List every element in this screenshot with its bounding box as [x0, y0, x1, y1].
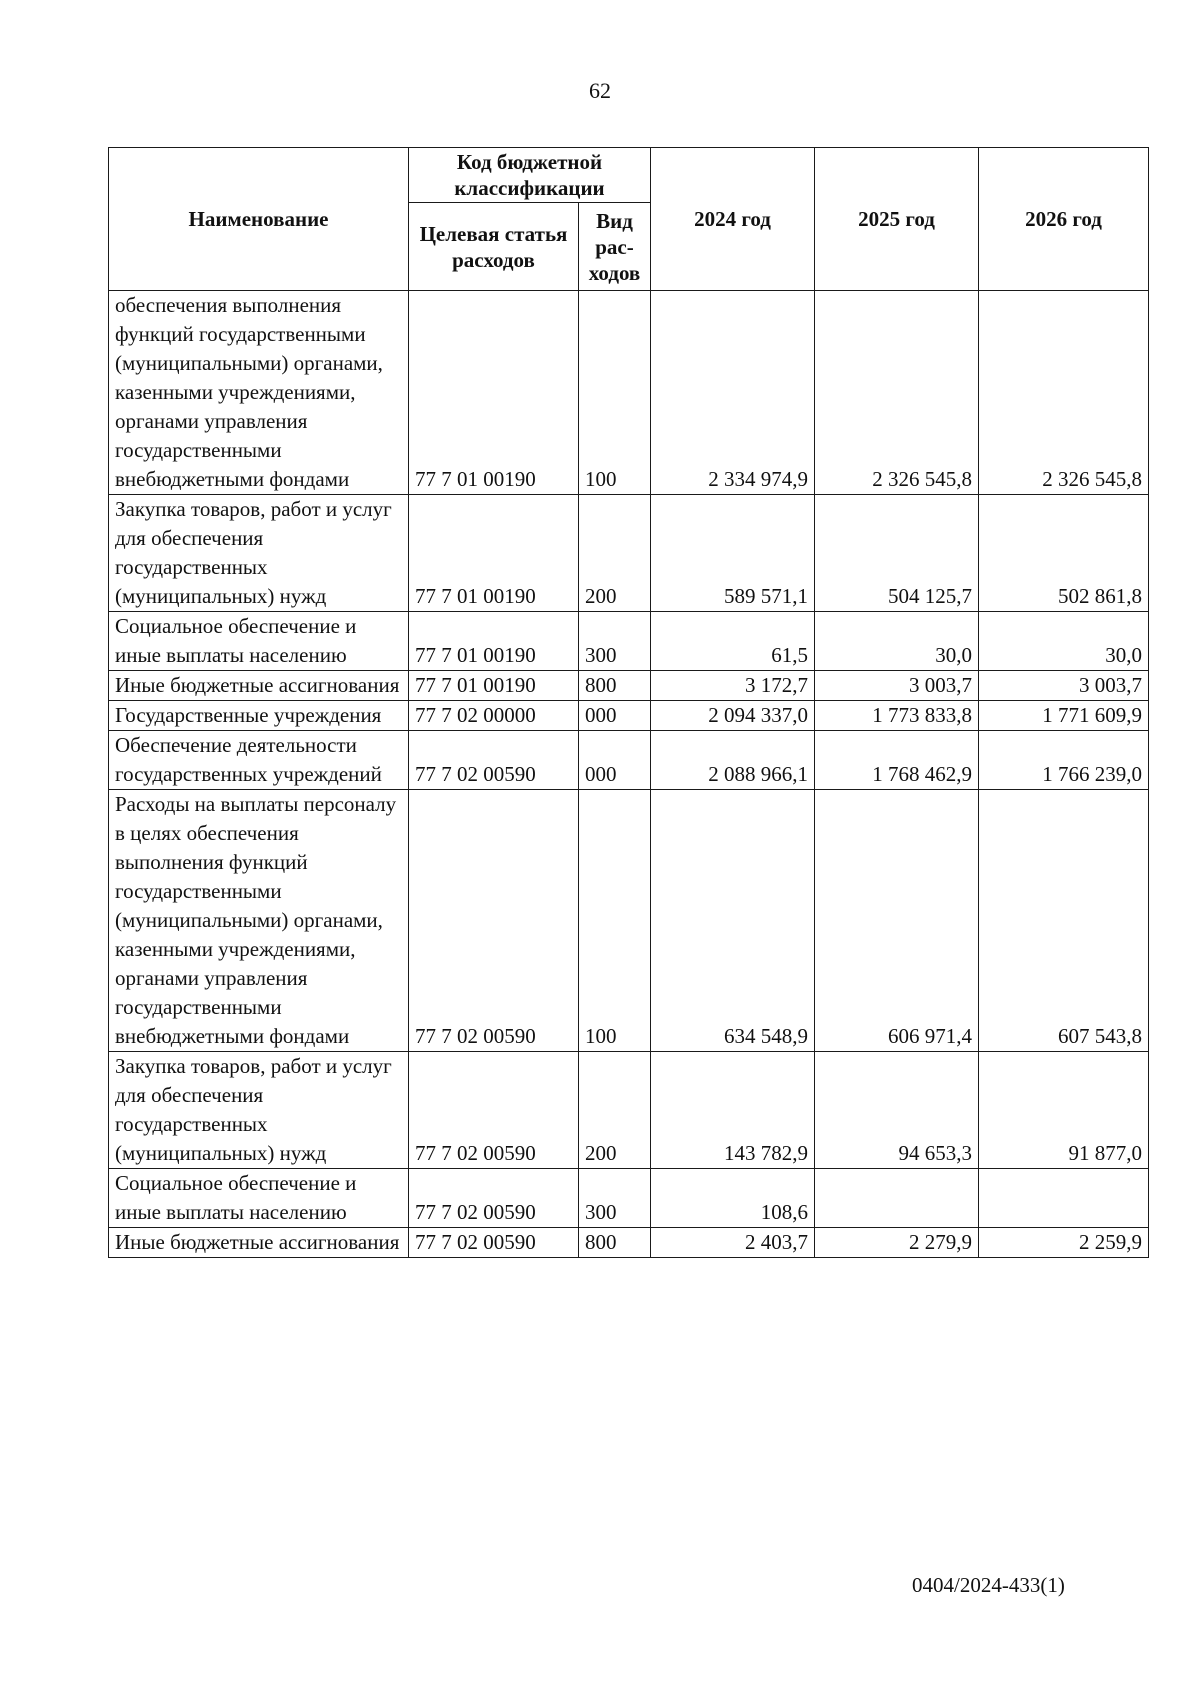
row-expense-kind: 200 [579, 495, 651, 612]
row-2024: 108,6 [651, 1169, 815, 1228]
row-2025: 2 279,9 [815, 1228, 979, 1258]
row-target-article: 77 7 01 00190 [409, 671, 579, 701]
row-2024: 143 782,9 [651, 1052, 815, 1169]
table-header [109, 148, 1149, 291]
table-row [109, 731, 1149, 790]
row-2025: 94 653,3 [815, 1052, 979, 1169]
table-row [109, 495, 1149, 612]
row-2024: 2 334 974,9 [651, 291, 815, 495]
row-2025: 1 773 833,8 [815, 701, 979, 731]
row-target-article: 77 7 01 00190 [409, 612, 579, 671]
row-2024: 3 172,7 [651, 671, 815, 701]
row-2026 [979, 1169, 1149, 1228]
page-number: 62 [589, 78, 611, 103]
row-2026: 2 326 545,8 [979, 291, 1149, 495]
header-name: Наименование [109, 148, 409, 291]
row-2026: 1 766 239,0 [979, 731, 1149, 790]
table-row [109, 701, 1149, 731]
table-row [109, 790, 1149, 1052]
row-2026: 91 877,0 [979, 1052, 1149, 1169]
table-row [109, 671, 1149, 701]
row-2024: 61,5 [651, 612, 815, 671]
table-row [109, 1169, 1149, 1228]
row-2026: 607 543,8 [979, 790, 1149, 1052]
row-name: обеспечения выполнения функций государственными (муниципальными) органами, казенными учреждениями, органами управления государственными внебюджетными фондами [109, 291, 409, 495]
table-body [109, 291, 1149, 1258]
row-expense-kind: 000 [579, 701, 651, 731]
row-2026: 3 003,7 [979, 671, 1149, 701]
row-2026: 2 259,9 [979, 1228, 1149, 1258]
row-2024: 2 403,7 [651, 1228, 815, 1258]
row-expense-kind: 300 [579, 612, 651, 671]
row-2025: 1 768 462,9 [815, 731, 979, 790]
header-year-2024: 2024 год [651, 148, 815, 291]
row-expense-kind: 100 [579, 291, 651, 495]
row-2025: 504 125,7 [815, 495, 979, 612]
row-name: Обеспечение деятельности государственных учреждений [109, 731, 409, 790]
row-2026: 502 861,8 [979, 495, 1149, 612]
row-2024: 2 088 966,1 [651, 731, 815, 790]
row-target-article: 77 7 02 00590 [409, 1052, 579, 1169]
header-year-2025: 2025 год [815, 148, 979, 291]
row-expense-kind: 800 [579, 671, 651, 701]
row-2025: 2 326 545,8 [815, 291, 979, 495]
header-code-group: Код бюджетной классификации [409, 148, 651, 203]
row-expense-kind: 200 [579, 1052, 651, 1169]
row-2025: 3 003,7 [815, 671, 979, 701]
row-2025 [815, 1169, 979, 1228]
row-name: Закупка товаров, работ и услуг для обеспечения государственных (муниципальных) нужд [109, 495, 409, 612]
row-target-article: 77 7 02 00590 [409, 731, 579, 790]
table-row [109, 612, 1149, 671]
row-expense-kind: 100 [579, 790, 651, 1052]
row-target-article: 77 7 02 00590 [409, 1228, 579, 1258]
row-expense-kind: 000 [579, 731, 651, 790]
row-2025: 606 971,4 [815, 790, 979, 1052]
header-year-2026: 2026 год [979, 148, 1149, 291]
budget-table [108, 147, 1149, 1258]
row-name: Государственные учреждения [109, 701, 409, 731]
row-2024: 589 571,1 [651, 495, 815, 612]
row-name: Иные бюджетные ассигнования [109, 671, 409, 701]
row-name: Социальное обеспечение и иные выплаты населению [109, 612, 409, 671]
row-2024: 2 094 337,0 [651, 701, 815, 731]
header-expense-kind: Вид рас-ходов [579, 203, 651, 291]
row-target-article: 77 7 02 00590 [409, 790, 579, 1052]
row-expense-kind: 800 [579, 1228, 651, 1258]
table-row [109, 1052, 1149, 1169]
row-name: Иные бюджетные ассигнования [109, 1228, 409, 1258]
row-name: Социальное обеспечение и иные выплаты населению [109, 1169, 409, 1228]
row-name: Расходы на выплаты персоналу в целях обеспечения выполнения функций государственными (муниципальными) органами, казенными учреждениями, органами управления государственными внебюджетными фондами [109, 790, 409, 1052]
row-target-article: 77 7 02 00590 [409, 1169, 579, 1228]
row-expense-kind: 300 [579, 1169, 651, 1228]
row-2025: 30,0 [815, 612, 979, 671]
row-2026: 1 771 609,9 [979, 701, 1149, 731]
row-target-article: 77 7 01 00190 [409, 291, 579, 495]
header-target-article: Целевая статья расходов [409, 203, 579, 291]
table-row [109, 1228, 1149, 1258]
row-target-article: 77 7 01 00190 [409, 495, 579, 612]
table-row [109, 291, 1149, 495]
row-2026: 30,0 [979, 612, 1149, 671]
row-2024: 634 548,9 [651, 790, 815, 1052]
row-target-article: 77 7 02 00000 [409, 701, 579, 731]
row-name: Закупка товаров, работ и услуг для обеспечения государственных (муниципальных) нужд [109, 1052, 409, 1169]
document-code: 0404/2024-433(1) [912, 1573, 1065, 1597]
